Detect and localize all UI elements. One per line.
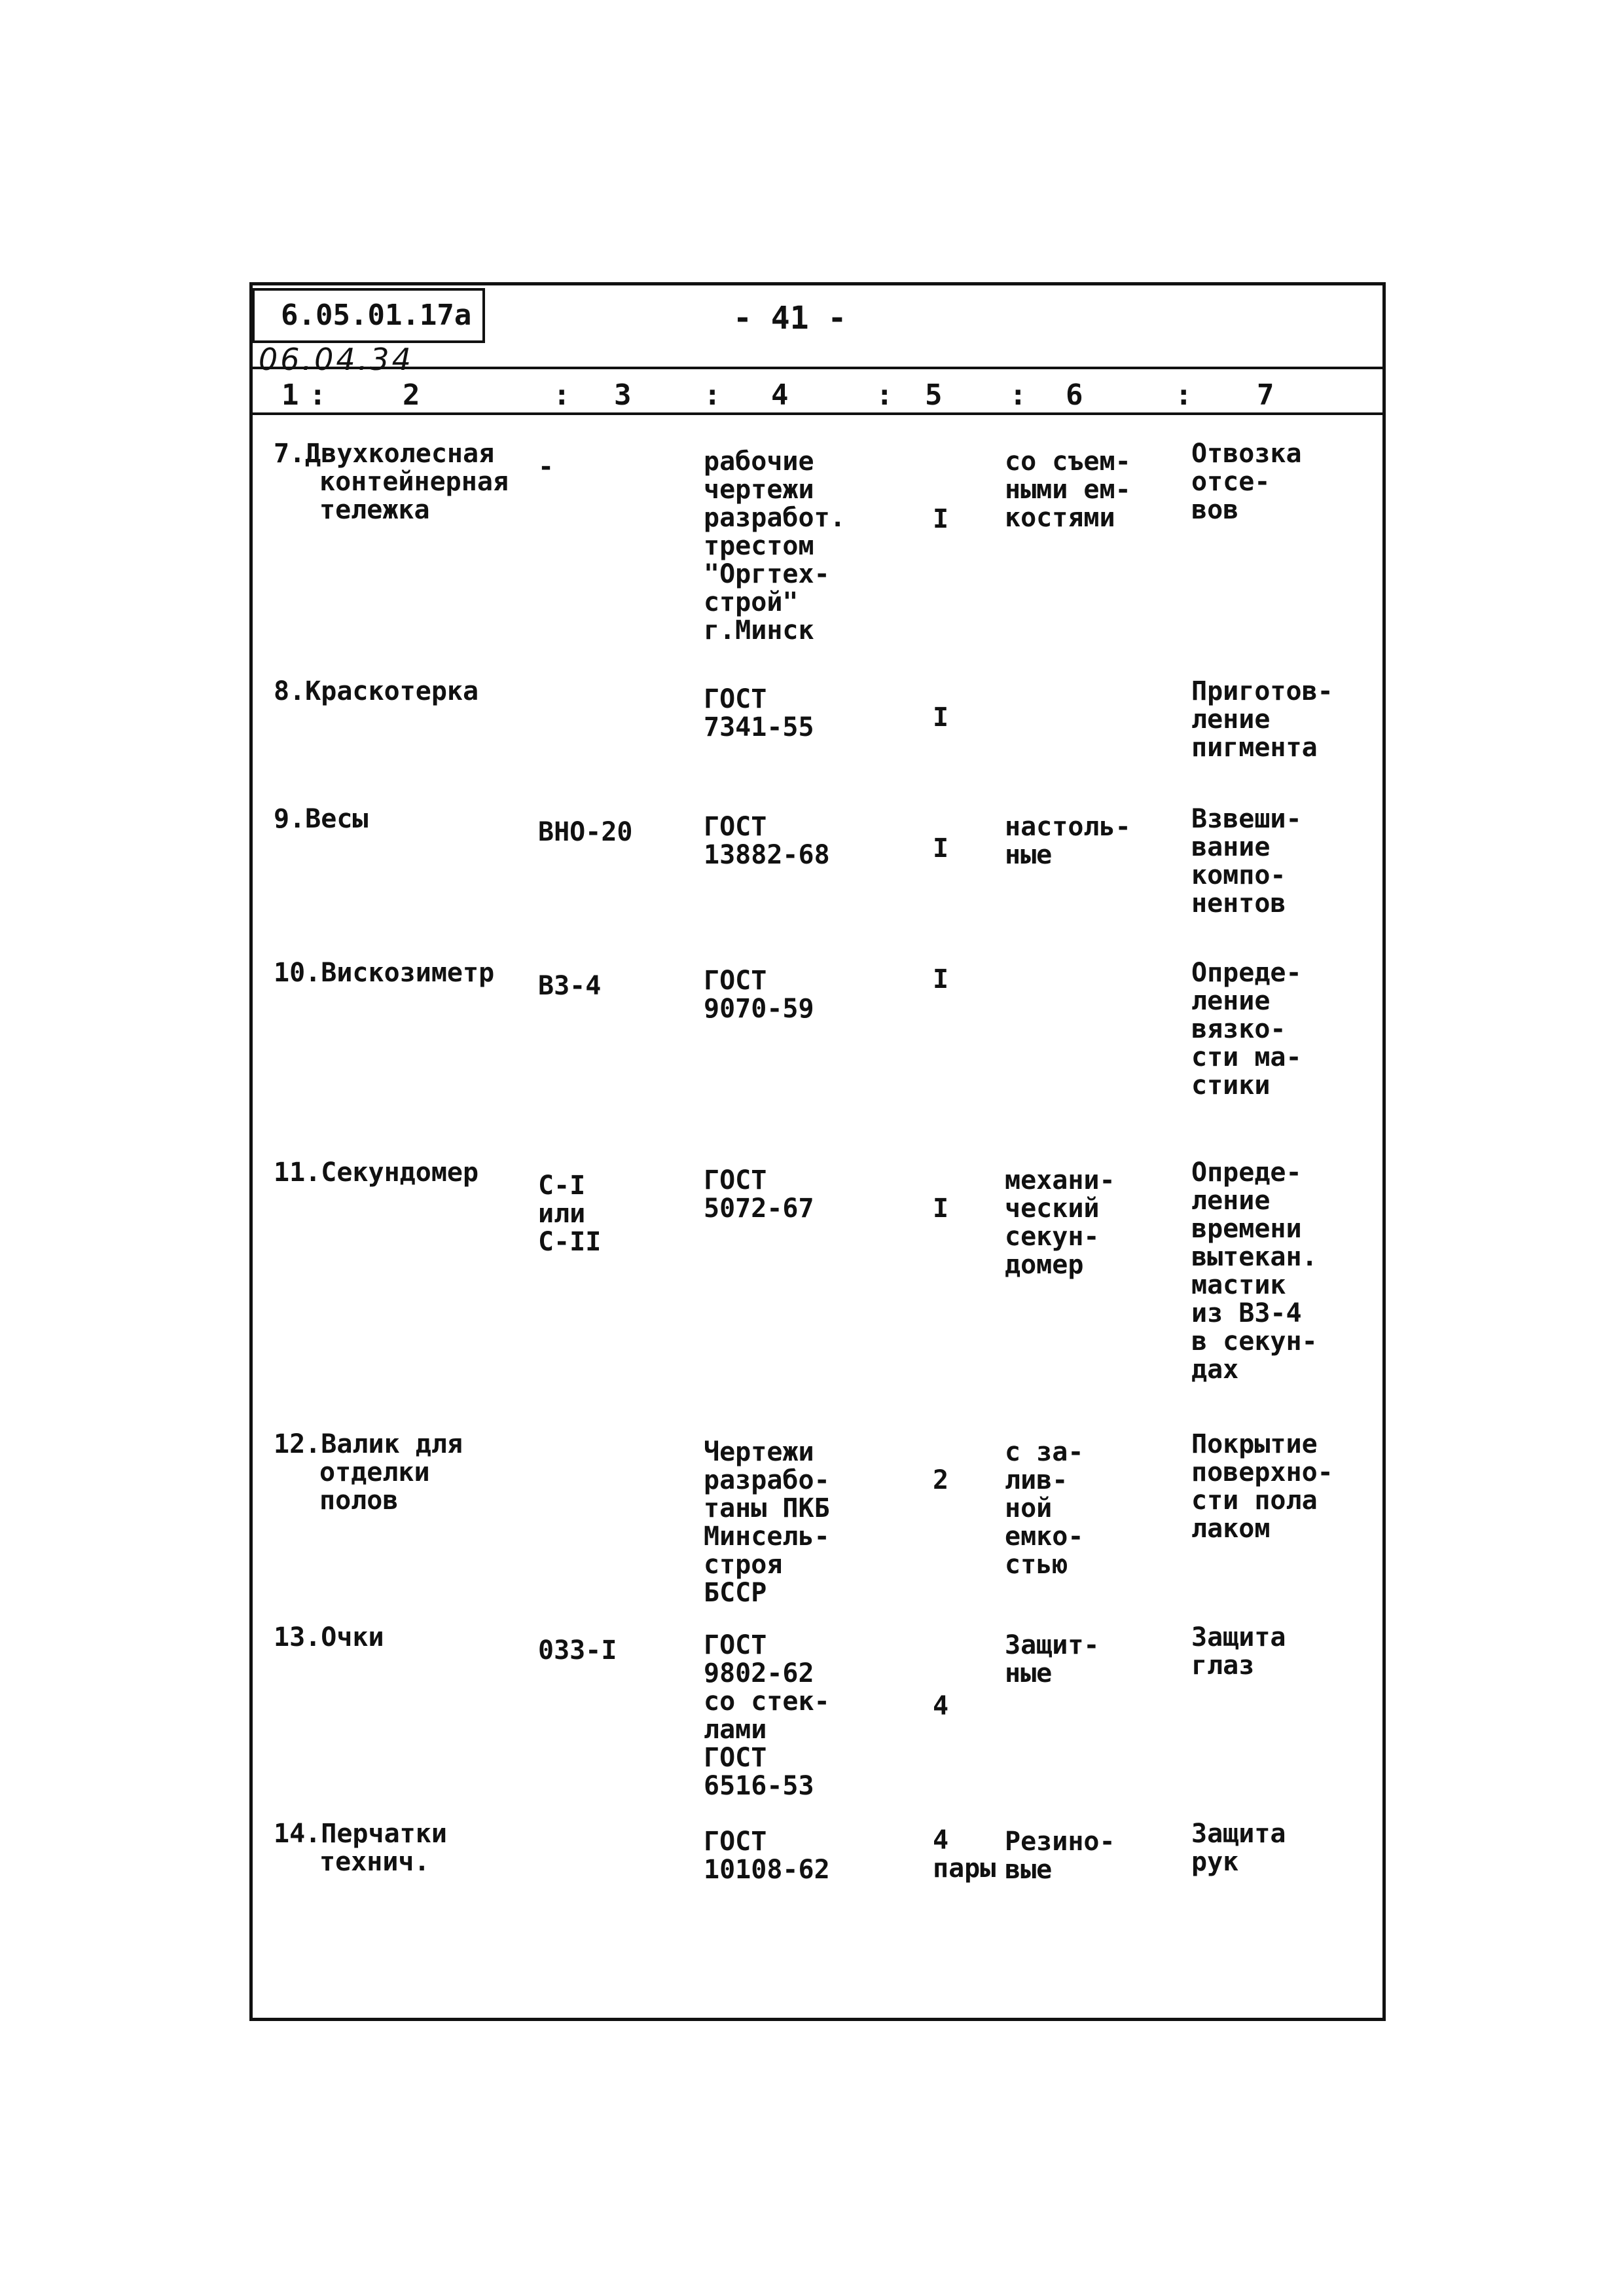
cell-line: отсе- (1191, 467, 1271, 497)
table-cell-row2-c4 (704, 685, 814, 742)
cell-line: разработ. (704, 503, 846, 533)
cell-line: строя (704, 1550, 783, 1580)
cell-line: вов (1191, 495, 1239, 525)
cell-line: из ВЗ-4 (1191, 1298, 1302, 1328)
cell-line: 14.Перчатки (274, 1819, 447, 1849)
cell-line: С-I (538, 1171, 586, 1201)
cell-line: Защита (1191, 1819, 1286, 1849)
cell-line: БССР (704, 1578, 767, 1608)
cell-line: ными ем- (1005, 475, 1131, 505)
cell-line: ной (1005, 1493, 1053, 1523)
cell-line: секун- (1005, 1222, 1100, 1252)
handwritten-date: 06.04.34 (259, 342, 414, 377)
cell-line: ные (1005, 1658, 1053, 1688)
cell-line: I (933, 833, 949, 864)
cell-line: ные (1005, 840, 1053, 870)
cell-line: 10.Вискозиметр (274, 958, 495, 988)
cell-line: 5072-67 (704, 1194, 814, 1224)
table-cell-row3-c1 (274, 805, 369, 833)
cell-line: мастик (1191, 1270, 1286, 1300)
cell-line: ческий (1005, 1194, 1100, 1224)
cell-line: 6516-53 (704, 1771, 814, 1801)
table-cell-row5-c1 (274, 1159, 478, 1187)
table-cell-row5-c4 (704, 1167, 814, 1223)
table-cell-row4-c5 (933, 966, 948, 994)
cell-line: 9070-59 (704, 994, 814, 1024)
cell-line: лив- (1005, 1465, 1068, 1495)
table-cell-row7-c1 (274, 1624, 384, 1652)
page-number: - 41 - (733, 300, 847, 337)
column-header-1: 1 (281, 378, 299, 412)
cell-line: сти пола (1191, 1485, 1318, 1516)
cell-line: поверхно- (1191, 1457, 1333, 1487)
cell-line: с за- (1005, 1437, 1084, 1467)
cell-line: стью (1005, 1550, 1068, 1580)
cell-line: ГОСТ (704, 684, 767, 714)
cell-line: вытекан. (1191, 1242, 1318, 1272)
cell-line: рук (1191, 1847, 1239, 1877)
table-cell-row7-c4 (704, 1631, 830, 1800)
column-separator: : (309, 378, 327, 412)
cell-line: технич. (319, 1847, 430, 1877)
cell-line: полов (319, 1485, 399, 1516)
cell-line: трестом (704, 531, 814, 561)
column-separator: : (876, 378, 893, 412)
table-cell-row2-c7 (1191, 678, 1333, 762)
cell-line: 8.Краскотерка (274, 676, 479, 706)
table-cell-row4-c4 (704, 967, 814, 1023)
column-header-3: 3 (614, 378, 632, 412)
column-separator: : (704, 378, 721, 412)
cell-line: в секун- (1191, 1326, 1318, 1357)
table-cell-row7-c3 (538, 1637, 617, 1665)
table-cell-row3-c3 (538, 818, 633, 847)
cell-line: I (933, 504, 949, 534)
table-cell-row6-c7 (1191, 1430, 1333, 1543)
column-header-4: 4 (771, 378, 789, 412)
table-cell-row8-c1 (274, 1820, 447, 1876)
cell-line: Опреде- (1191, 1157, 1302, 1188)
cell-line: Взвеши- (1191, 804, 1302, 834)
cell-line: ВНО-20 (538, 817, 633, 847)
cell-line: ление (1191, 986, 1271, 1016)
table-cell-row1-c7 (1191, 440, 1302, 524)
cell-line: вязко- (1191, 1014, 1286, 1044)
table-cell-row7-c6 (1005, 1631, 1100, 1688)
cell-line: дах (1191, 1355, 1239, 1385)
column-header-6: 6 (1066, 378, 1083, 412)
cell-line: сти ма- (1191, 1042, 1302, 1072)
cell-line: механи- (1005, 1165, 1115, 1195)
cell-line: Минсель- (704, 1522, 830, 1552)
table-cell-row1-c5 (933, 505, 948, 534)
table-cell-row3-c7 (1191, 805, 1302, 918)
column-header-2: 2 (403, 378, 420, 412)
cell-line: 13882-68 (704, 840, 830, 870)
table-cell-row3-c6 (1005, 813, 1131, 869)
cell-line: времени (1191, 1214, 1302, 1244)
table-cell-row5-c5 (933, 1195, 948, 1223)
table-cell-row8-c4 (704, 1828, 830, 1884)
cell-line: стики (1191, 1070, 1271, 1101)
cell-line: таны ПКБ (704, 1493, 830, 1523)
table-cell-row3-c5 (933, 835, 948, 863)
cell-line: настоль- (1005, 812, 1131, 842)
cell-line: 13.Очки (274, 1622, 384, 1652)
cell-line: 10108-62 (704, 1855, 830, 1885)
cell-line: глаз (1191, 1650, 1255, 1681)
table-cell-row3-c4 (704, 813, 830, 869)
cell-line: 4 (933, 1691, 949, 1721)
cell-line: 7341-55 (704, 712, 814, 742)
cell-line: ГОСТ (704, 966, 767, 996)
table-cell-row1-c3 (538, 453, 554, 481)
column-header-7: 7 (1257, 378, 1274, 412)
cell-line: I (933, 702, 949, 733)
cell-line: 4 (933, 1825, 949, 1855)
cell-line: ГОСТ (704, 1630, 767, 1660)
cell-line: Чертежи (704, 1437, 814, 1467)
cell-line: компо- (1191, 860, 1286, 890)
cell-line: Отвозка (1191, 439, 1302, 469)
cell-line: отделки (319, 1457, 430, 1487)
table-cell-row1-c1 (274, 440, 509, 524)
cell-line: I (933, 1194, 949, 1224)
cell-line: 2 (933, 1465, 949, 1495)
cell-line: контейнерная (319, 467, 509, 497)
table-cell-row7-c5 (933, 1692, 948, 1721)
cell-line: ление (1191, 704, 1271, 735)
cell-line: или (538, 1199, 586, 1229)
cell-line: Опреде- (1191, 958, 1302, 988)
header-rule-top (252, 367, 1383, 369)
cell-line: ГОСТ (704, 1743, 767, 1773)
cell-line: "Оргтех- (704, 559, 830, 589)
cell-line: со съем- (1005, 446, 1131, 477)
cell-line: костями (1005, 503, 1115, 533)
cell-line: 9802-62 (704, 1658, 814, 1688)
table-cell-row2-c1 (274, 678, 478, 706)
cell-line: тележка (319, 495, 430, 525)
table-cell-row5-c6 (1005, 1167, 1115, 1279)
table-cell-row6-c4 (704, 1438, 830, 1607)
cell-line: ВЗ-4 (538, 971, 602, 1001)
header-rule-bottom (252, 412, 1383, 415)
cell-line: пары (933, 1853, 996, 1884)
cell-line: Защита (1191, 1622, 1286, 1652)
table-cell-row1-c4 (704, 448, 846, 645)
cell-line: ГОСТ (704, 1165, 767, 1195)
table-cell-row4-c1 (274, 959, 494, 987)
document-code: 6.05.01.17а (252, 288, 485, 343)
cell-line: ГОСТ (704, 812, 767, 842)
cell-line: 033-I (538, 1635, 617, 1666)
cell-line: 9.Весы (274, 804, 369, 834)
cell-line: ление (1191, 1186, 1271, 1216)
cell-line: Защит- (1005, 1630, 1100, 1660)
table-cell-row1-c6 (1005, 448, 1131, 532)
cell-line: пигмента (1191, 733, 1318, 763)
cell-line: со стек- (704, 1686, 830, 1717)
table-cell-row4-c3 (538, 972, 601, 1000)
cell-line: вые (1005, 1855, 1053, 1885)
table-cell-row6-c5 (933, 1467, 948, 1495)
cell-line: С-II (538, 1227, 602, 1257)
cell-line: домер (1005, 1250, 1084, 1280)
cell-line: 7.Двухколесная (274, 439, 495, 469)
cell-line: Приготов- (1191, 676, 1333, 706)
column-separator: : (553, 378, 571, 412)
cell-line: чертежи (704, 475, 814, 505)
cell-line: 12.Валик для (274, 1429, 463, 1459)
cell-line: - (538, 452, 554, 482)
table-cell-row7-c7 (1191, 1624, 1286, 1680)
column-header-5: 5 (925, 378, 943, 412)
column-separator: : (1175, 378, 1193, 412)
cell-line: 11.Секундомер (274, 1157, 479, 1188)
cell-line: ГОСТ (704, 1827, 767, 1857)
table-cell-row6-c1 (274, 1430, 463, 1515)
column-separator: : (1009, 378, 1027, 412)
cell-line: I (933, 964, 949, 994)
table-cell-row5-c7 (1191, 1159, 1318, 1384)
table-cell-row8-c5 (933, 1827, 996, 1883)
cell-line: рабочие (704, 446, 814, 477)
table-cell-row4-c7 (1191, 959, 1302, 1100)
table-cell-row8-c6 (1005, 1828, 1115, 1884)
cell-line: строй" (704, 587, 799, 617)
cell-line: Покрытие (1191, 1429, 1318, 1459)
cell-line: емко- (1005, 1522, 1084, 1552)
table-cell-row6-c6 (1005, 1438, 1083, 1579)
table-cell-row5-c3 (538, 1172, 601, 1256)
table-cell-row2-c5 (933, 704, 948, 732)
cell-line: г.Минск (704, 615, 814, 646)
cell-line: нентов (1191, 888, 1286, 919)
cell-line: вание (1191, 832, 1271, 862)
table-cell-row8-c7 (1191, 1820, 1286, 1876)
cell-line: лами (704, 1715, 767, 1745)
cell-line: лаком (1191, 1514, 1271, 1544)
cell-line: Резино- (1005, 1827, 1115, 1857)
cell-line: разрабо- (704, 1465, 830, 1495)
